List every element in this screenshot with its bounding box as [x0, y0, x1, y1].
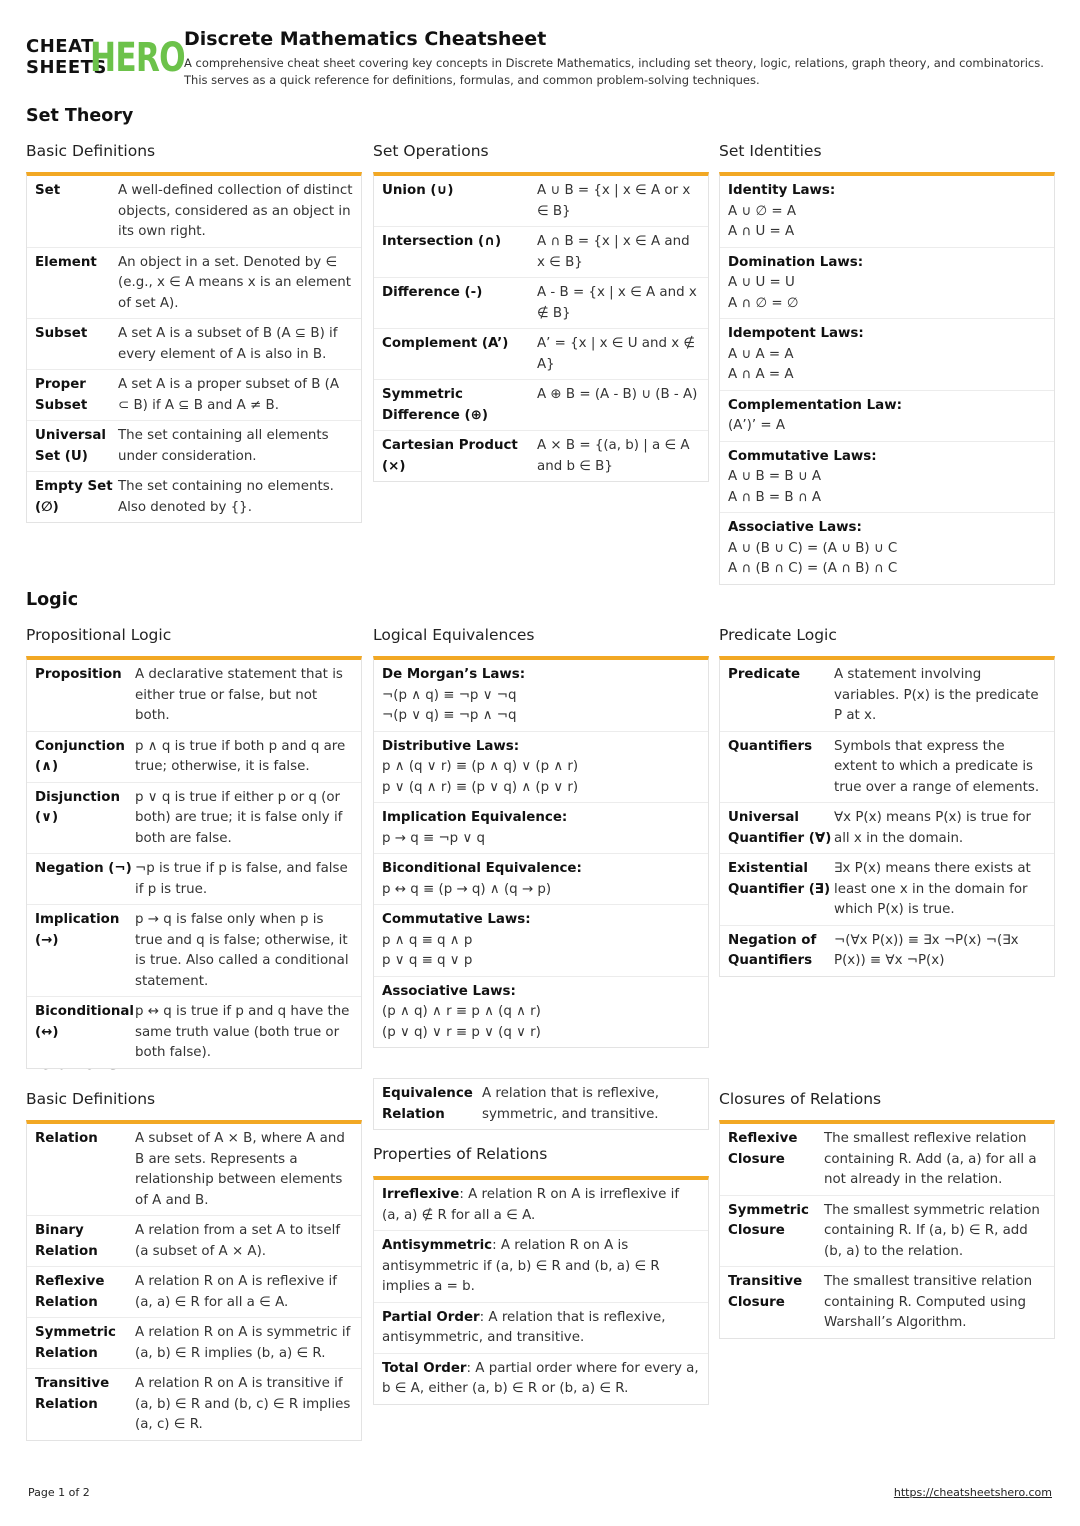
law-formula: (p ∧ q) ∧ r ≡ p ∧ (q ∧ r)	[382, 1004, 541, 1019]
pred-logic-card	[719, 656, 1055, 977]
property-term: Irreflexive	[382, 1187, 460, 1202]
law-block	[374, 854, 708, 905]
definition-row	[374, 380, 708, 431]
definition-term: Relation	[35, 1131, 98, 1146]
definition-row	[720, 1196, 1054, 1268]
set-ops-title: Set Operations	[373, 142, 489, 160]
property-item	[374, 1180, 708, 1231]
definition-term: Universal Set (U)	[35, 428, 107, 464]
definition-term: Universal Quantifier (∀)	[728, 810, 832, 846]
definition-text: A relation R on A is symmetric if (a, b) ∈ R implies (b, a) ∈ R.	[135, 1325, 351, 1361]
definition-row	[27, 176, 361, 248]
law-formula: A ∩ A = A	[728, 367, 794, 382]
definition-term: Cartesian Product (×)	[382, 438, 518, 474]
law-block	[374, 803, 708, 854]
definition-term: Reflexive Relation	[35, 1274, 105, 1310]
definition-text: Symbols that express the extent to which a predicate is true over a range of elements.	[834, 738, 1040, 795]
rel-equiv-card	[373, 1078, 709, 1130]
law-block	[374, 905, 708, 977]
law-formula: p ↔ q ≡ (p → q) ∧ (q → p)	[382, 881, 552, 897]
law-formula: A ∪ ∅ = A	[728, 203, 797, 219]
law-formula: p → q ≡ ¬p ∨ q	[382, 830, 485, 846]
definition-row	[720, 660, 1054, 732]
definition-term: Negation (¬)	[35, 861, 132, 876]
definition-text: A relation that is reflexive, symmetric, and transitive.	[482, 1086, 660, 1122]
definition-row	[27, 1369, 361, 1440]
definition-row	[374, 176, 708, 227]
prop-logic-title: Propositional Logic	[26, 626, 172, 644]
definition-row	[720, 732, 1054, 804]
definition-row	[374, 431, 708, 481]
pred-logic-title: Predicate Logic	[719, 626, 837, 644]
law-heading: Idempotent Laws:	[728, 326, 864, 341]
law-block	[720, 391, 1054, 442]
definition-row	[720, 1267, 1054, 1338]
law-formula: ¬(p ∨ q) ≡ ¬p ∧ ¬q	[382, 708, 517, 723]
definition-row	[374, 329, 708, 380]
property-item	[374, 1231, 708, 1303]
law-formula: A ∩ B = B ∩ A	[728, 489, 822, 505]
logo-hero-text: HERO	[90, 35, 185, 81]
definition-term: Symmetric Relation	[35, 1325, 116, 1361]
set-basic-card	[26, 172, 362, 523]
law-block	[720, 319, 1054, 391]
definition-row	[720, 926, 1054, 976]
definition-row	[720, 854, 1054, 926]
law-formula: p ∧ q ≡ q ∧ p	[382, 932, 473, 948]
definition-row	[27, 1267, 361, 1318]
definition-text: An object in a set. Denoted by ∈ (e.g., x ∈ A means x is an element of set A).	[118, 254, 352, 311]
definition-row	[27, 1216, 361, 1267]
definition-row	[720, 803, 1054, 854]
definition-row	[27, 370, 361, 421]
definition-term: Subset	[35, 326, 88, 341]
definition-text: A statement involving variables. P(x) is the predicate P at x.	[834, 667, 1039, 723]
definition-term: Transitive Relation	[35, 1376, 110, 1412]
law-heading: Commutative Laws:	[382, 912, 531, 927]
section-logic: Logic	[26, 590, 79, 610]
rel-basic-card	[26, 1120, 362, 1441]
law-formula: A ∩ (B ∩ C) = (A ∩ B) ∩ C	[728, 561, 898, 576]
law-heading: Distributive Laws:	[382, 738, 520, 754]
log-eq-title: Logical Equivalences	[373, 626, 535, 644]
definition-row	[27, 783, 361, 855]
law-block	[720, 442, 1054, 514]
law-formula: ¬(p ∧ q) ≡ ¬p ∨ ¬q	[382, 687, 517, 703]
definition-term: Existential Quantifier (∃)	[728, 861, 831, 897]
set-basic-title: Basic Definitions	[26, 142, 156, 160]
definition-text: The set containing no elements. Also denoted by {}.	[118, 479, 334, 515]
definition-text: A set A is a proper subset of B (A ⊂ B) if A ⊆ B and A ≠ B.	[118, 377, 340, 413]
definition-text: p ∧ q is true if both p and q are true; otherwise, it is false.	[135, 738, 346, 774]
rel-basic-title: Basic Definitions	[26, 1090, 156, 1108]
definition-term: Element	[35, 254, 97, 270]
property-text: : A relation R on A is irreflexive if (a, a) ∉ R for all a ∈ A.	[382, 1187, 680, 1223]
definition-row	[27, 319, 361, 370]
set-ops-card	[373, 172, 709, 482]
definition-text: A well-defined collection of distinct objects, considered as an object in its own right.	[118, 183, 353, 239]
property-text: : A relation that is reflexive, antisymmetric, and transitive.	[382, 1309, 666, 1345]
definition-row	[27, 1318, 361, 1369]
prop-logic-card	[26, 656, 362, 1069]
definition-term: Equivalence Relation	[382, 1086, 473, 1122]
property-item	[374, 1354, 708, 1404]
definition-term: Intersection (∩)	[382, 234, 502, 249]
definition-text: The smallest reflexive relation containing R. Add (a, a) for all a not already in the relation.	[824, 1131, 1037, 1187]
definition-row	[27, 905, 361, 997]
definition-text: ¬p is true if p is false, and false if p is true.	[135, 861, 348, 897]
definition-row	[27, 248, 361, 320]
page-number: Page 1 of 2	[28, 1486, 90, 1499]
cheatsheetshero-logo[interactable]	[26, 35, 185, 81]
definition-term: Disjunction (∨)	[35, 789, 120, 825]
definition-text: A ⊕ B = (A - B) ∪ (B - A)	[537, 387, 698, 402]
definition-term: Quantifiers	[728, 738, 813, 754]
definition-term: Complement (A’)	[382, 336, 509, 351]
property-text: : A partial order where for every a, b ∈ A, either (a, b) ∈ R or (b, a) ∈ R.	[382, 1360, 699, 1396]
definition-row	[27, 732, 361, 783]
law-formula: A ∩ U = A	[728, 224, 795, 239]
law-heading: Identity Laws:	[728, 183, 836, 198]
definition-text: ¬(∀x P(x)) ≡ ∃x ¬P(x) ¬(∃x P(x)) ≡ ∀x ¬P(x)	[834, 932, 1019, 968]
law-block	[720, 513, 1054, 584]
log-eq-card	[373, 656, 709, 1048]
definition-term: Proper Subset	[35, 377, 88, 413]
definition-text: The set containing all elements under consideration.	[118, 428, 329, 464]
rel-props-card	[373, 1176, 709, 1405]
rel-closures-card	[719, 1120, 1055, 1339]
property-text: : A relation R on A is antisymmetric if (a, b) ∈ R and (b, a) ∈ R implies a = b.	[382, 1238, 660, 1294]
definition-term: Conjunction (∧)	[35, 738, 125, 774]
definition-row	[27, 1124, 361, 1216]
definition-term: Symmetric Closure	[728, 1202, 809, 1238]
law-heading: Complementation Law:	[728, 397, 902, 413]
logo-sheets-text: SHEETS	[26, 57, 107, 78]
law-heading: Biconditional Equivalence:	[382, 861, 582, 876]
definition-term: Symmetric Difference (⊕)	[382, 387, 488, 423]
set-ids-card	[719, 172, 1055, 585]
law-heading: Associative Laws:	[382, 983, 516, 999]
definition-term: Negation of Quantifiers	[728, 932, 817, 968]
page-description: A comprehensive cheat sheet covering key concepts in Discrete Mathematics, including set theory, logic, relations, graph theory, and combinatorics. This serves as a quick reference for definitions, formulas, and common problem-solving techniques.	[184, 56, 1044, 87]
definition-text: A - B = {x | x ∈ A and x ∉ B}	[537, 285, 697, 321]
law-heading: Implication Equivalence:	[382, 810, 568, 825]
definition-term: Binary Relation	[35, 1223, 98, 1259]
logo-cheat-text: CHEAT	[26, 36, 94, 57]
law-heading: De Morgan’s Laws:	[382, 667, 526, 682]
law-block	[720, 176, 1054, 248]
definition-term: Difference (-)	[382, 285, 483, 300]
definition-term: Implication (→)	[35, 912, 120, 948]
definition-text: p → q is false only when p is true and q is false; otherwise, it is true. Also called a conditional statement.	[135, 912, 349, 989]
law-formula: A ∪ U = U	[728, 275, 795, 290]
law-formula: A ∪ A = A	[728, 346, 794, 362]
law-block	[374, 977, 708, 1048]
law-formula: p ∨ (q ∧ r) ≡ (p ∨ q) ∧ (p ∨ r)	[382, 779, 579, 795]
property-term: Total Order	[382, 1360, 467, 1376]
property-term: Antisymmetric	[382, 1238, 493, 1253]
law-block	[374, 660, 708, 732]
definition-row	[374, 278, 708, 329]
definition-term: Empty Set (∅)	[35, 479, 113, 515]
law-formula: A ∩ ∅ = ∅	[728, 295, 799, 311]
definition-text: A ∩ B = {x | x ∈ A and x ∈ B}	[537, 234, 690, 270]
definition-text: The smallest symmetric relation containing R. If (a, b) ∈ R, add (b, a) to the relation.	[824, 1202, 1040, 1259]
page-header	[26, 30, 1056, 90]
definition-text: ∀x P(x) means P(x) is true for all x in the domain.	[834, 810, 1032, 846]
definition-term: Predicate	[728, 667, 801, 682]
definition-term: Proposition	[35, 667, 122, 682]
property-item	[374, 1303, 708, 1354]
definition-row	[27, 660, 361, 732]
set-ids-title: Set Identities	[719, 142, 822, 160]
definition-text: A’ = {x | x ∈ U and x ∉ A}	[537, 336, 696, 372]
definition-row	[374, 1079, 708, 1129]
law-heading: Associative Laws:	[728, 520, 862, 535]
definition-term: Reflexive Closure	[728, 1131, 798, 1167]
law-heading: Domination Laws:	[728, 254, 864, 270]
law-formula: A ∪ B = B ∪ A	[728, 469, 822, 484]
definition-term: Set	[35, 183, 61, 198]
definition-row	[27, 472, 361, 522]
law-block	[374, 732, 708, 804]
section-set-theory: Set Theory	[26, 106, 134, 126]
definition-text: A × B = {(a, b) | a ∈ A and b ∈ B}	[537, 438, 690, 474]
definition-text: The smallest transitive relation containing R. Computed using Warshall’s Algorithm.	[824, 1274, 1033, 1330]
law-formula: p ∧ (q ∨ r) ≡ (p ∧ q) ∨ (p ∧ r)	[382, 759, 579, 774]
law-formula: p ∨ q ≡ q ∨ p	[382, 953, 473, 968]
law-heading: Commutative Laws:	[728, 448, 877, 464]
definition-row	[374, 227, 708, 278]
definition-row	[27, 997, 361, 1068]
law-formula: (p ∨ q) ∨ r ≡ p ∨ (q ∨ r)	[382, 1024, 541, 1040]
definition-row	[27, 854, 361, 905]
definition-text: A ∪ B = {x | x ∈ A or x ∈ B}	[537, 183, 691, 219]
definition-text: A declarative statement that is either true or false, but not both.	[135, 667, 343, 723]
law-block	[720, 248, 1054, 320]
definition-term: Union (∪)	[382, 183, 454, 198]
definition-text: A set A is a subset of B (A ⊆ B) if every element of A is also in B.	[118, 326, 338, 362]
law-formula: (A’)’ = A	[728, 418, 786, 433]
rel-closures-title: Closures of Relations	[719, 1090, 882, 1108]
definition-term: Biconditional (↔)	[35, 1004, 134, 1040]
property-term: Partial Order	[382, 1309, 480, 1325]
definition-text: p ↔ q is true if p and q have the same truth value (both true or both false).	[135, 1004, 350, 1060]
definition-text: ∃x P(x) means there exists at least one x in the domain for which P(x) is true.	[834, 861, 1031, 917]
page-title: Discrete Mathematics Cheatsheet	[184, 28, 547, 50]
definition-text: A relation R on A is reflexive if (a, a) ∈ R for all a ∈ A.	[135, 1274, 337, 1310]
definition-row	[720, 1124, 1054, 1196]
law-formula: A ∪ (B ∪ C) = (A ∪ B) ∪ C	[728, 540, 898, 556]
definition-row	[27, 421, 361, 472]
definition-text: A relation R on A is transitive if (a, b) ∈ R and (b, c) ∈ R implies (a, c) ∈ R.	[135, 1376, 351, 1432]
rel-props-title: Properties of Relations	[373, 1145, 548, 1163]
definition-term: Transitive Closure	[728, 1274, 803, 1310]
definition-text: A relation from a set A to itself (a subset of A × A).	[135, 1223, 341, 1259]
definition-text: p ∨ q is true if either p or q (or both) are true; it is false only if both are false.	[135, 789, 343, 846]
footer-link[interactable]: https://cheatsheetshero.com	[893, 1486, 1052, 1499]
definition-text: A subset of A × B, where A and B are sets. Represents a relationship between elements of A and B.	[135, 1131, 345, 1208]
